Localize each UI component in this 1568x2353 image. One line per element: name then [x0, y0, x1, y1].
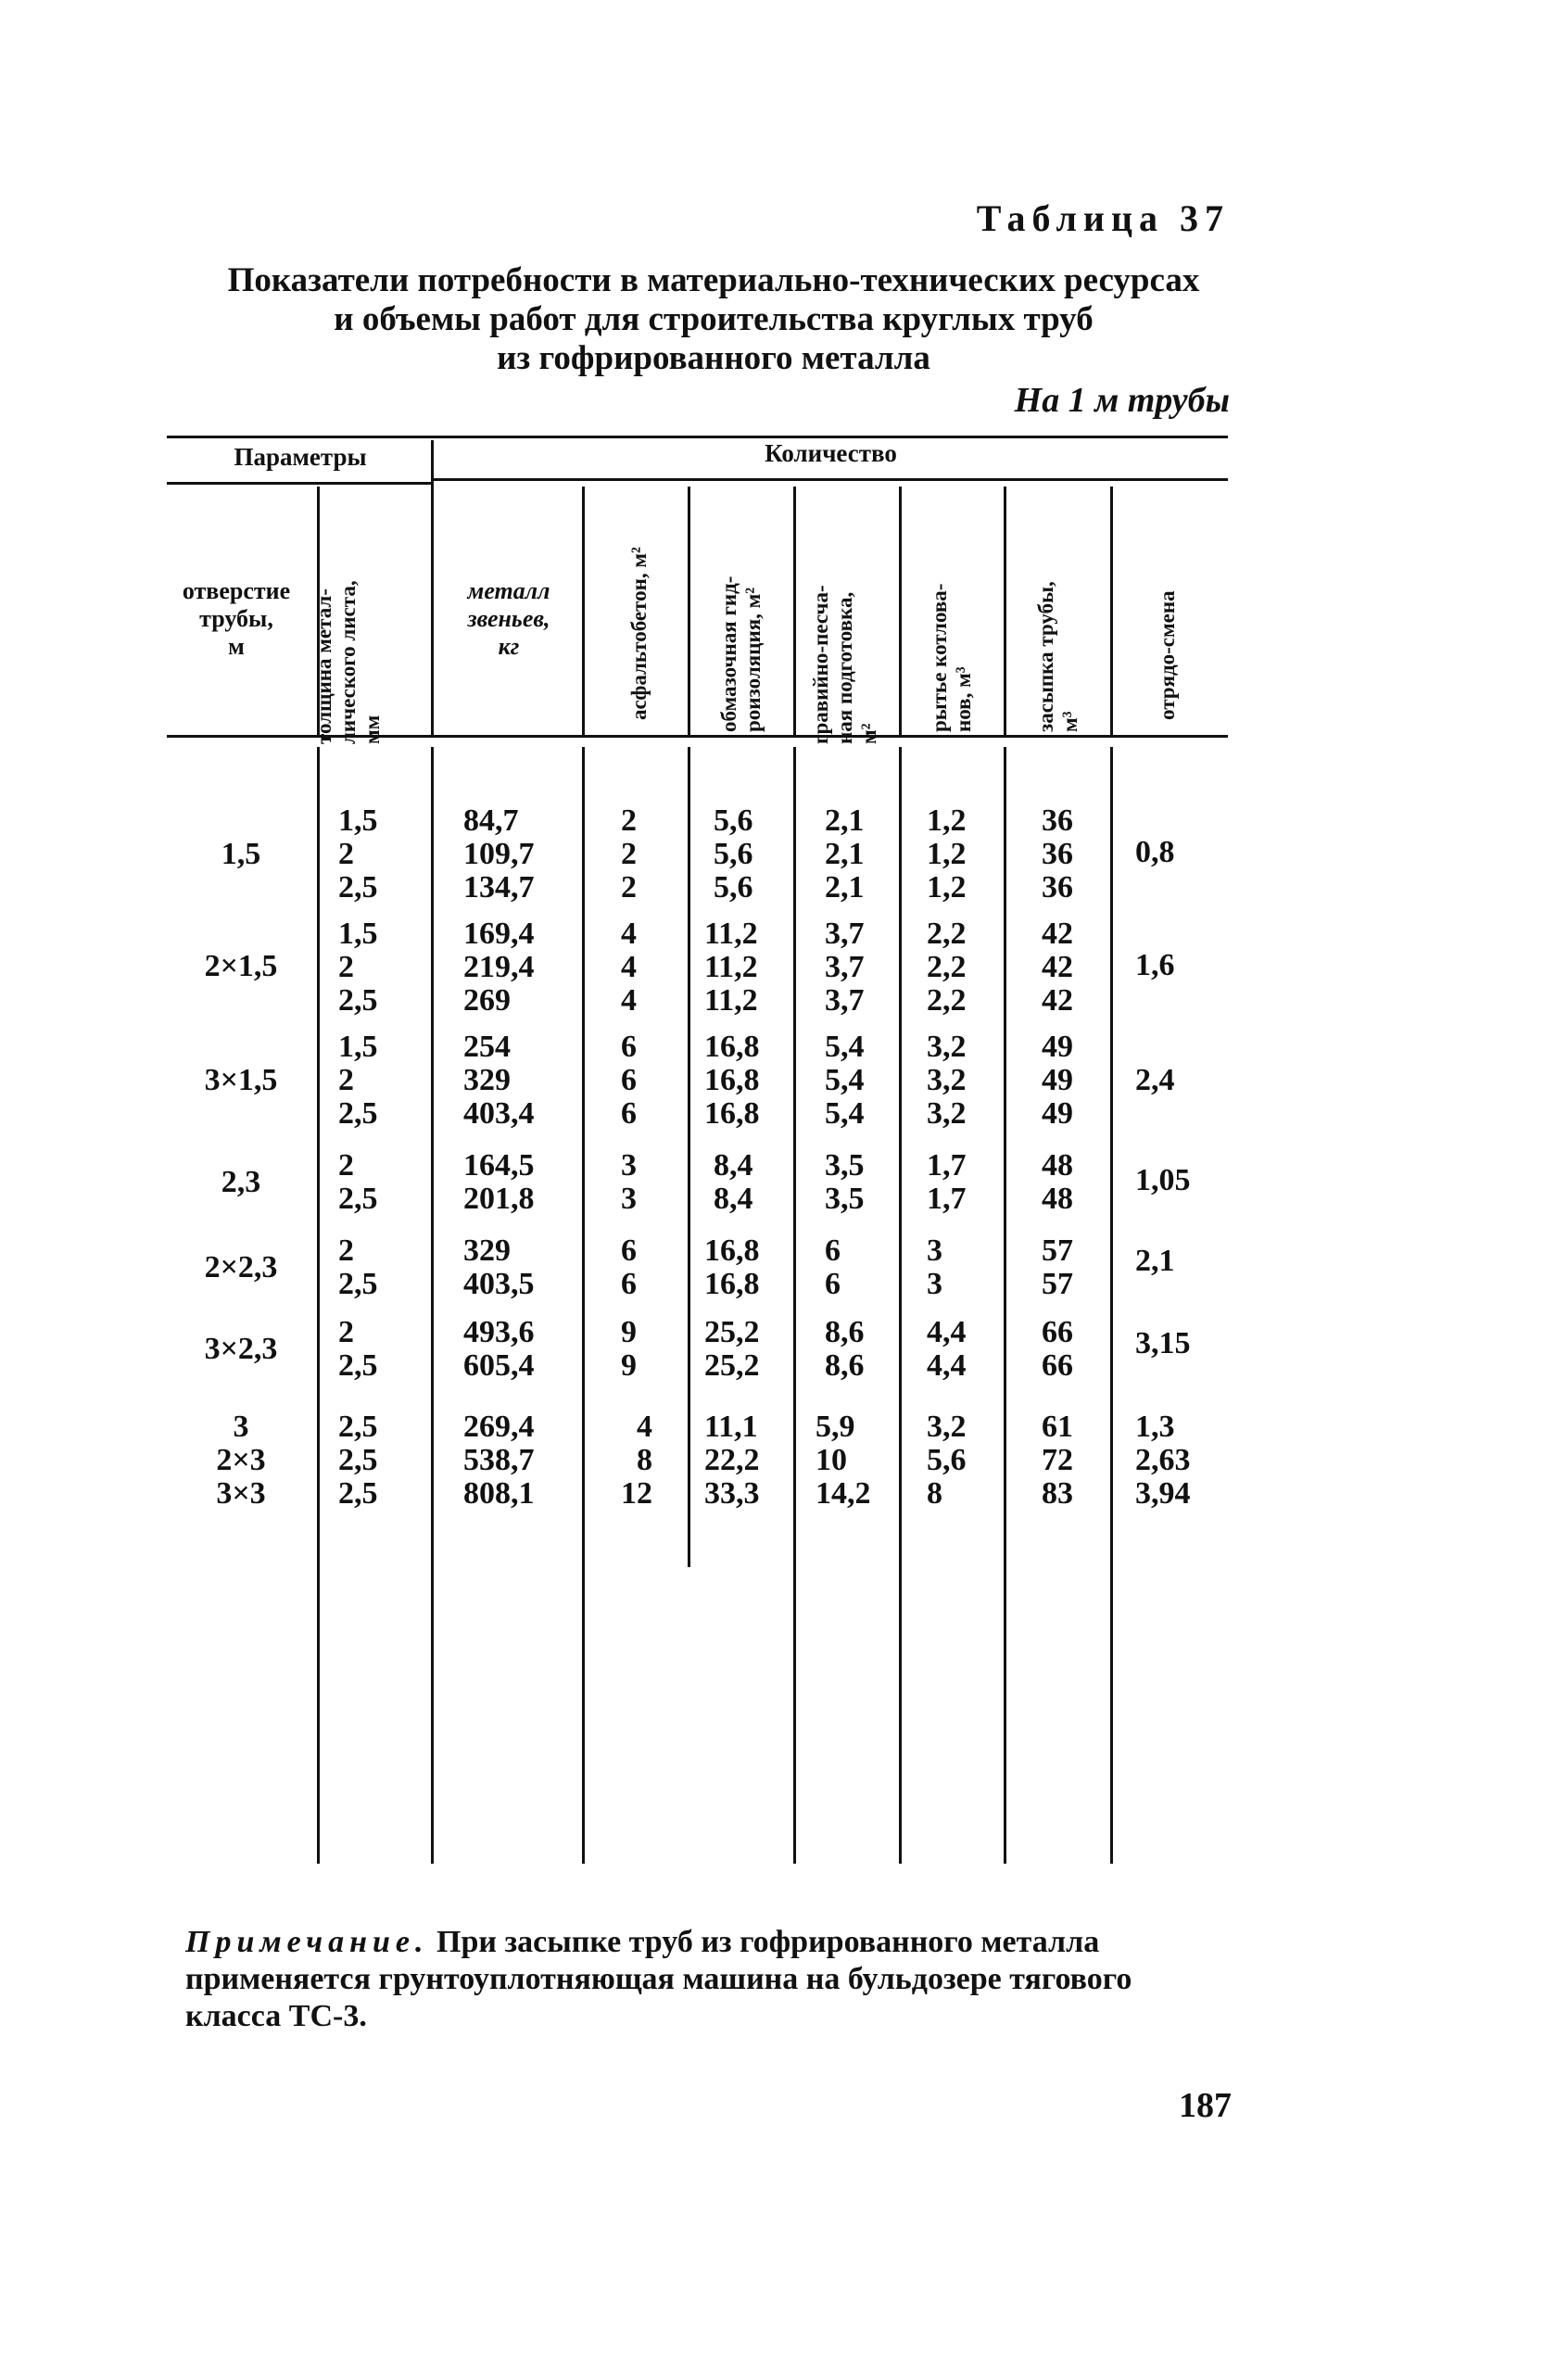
header-opening: отверстие трубы, м — [182, 577, 291, 660]
table-row: 4,4 4,4 — [927, 1315, 967, 1383]
table-row: 5,9 10 14,2 — [816, 1410, 871, 1511]
table-row: 42 42 42 — [1042, 917, 1073, 1018]
table-row: 4 8 12 — [621, 1410, 652, 1511]
table-row: 1,2 1,2 1,2 — [927, 803, 967, 905]
title-line-1: Показатели потребности в материально-технических ресурсах — [227, 261, 1200, 299]
table-row: 3×1,5 — [204, 1063, 278, 1097]
table-row: 84,7 109,7 134,7 — [463, 803, 535, 905]
table-row: 48 48 — [1042, 1148, 1073, 1216]
header-waterproof: обмазочная гид- роизоляция, м² — [717, 576, 765, 732]
table-title — [167, 261, 1260, 378]
table-row: 2 2,5 — [338, 1148, 378, 1216]
note-text: При засыпке труб из гофрированного металла применяется грунтоуплотняющая машина на бульдозере тягового класса ТС-3. — [185, 1925, 1132, 2033]
table-row: 25,2 25,2 — [704, 1315, 760, 1383]
col-sep-3-body — [582, 747, 585, 1864]
table-row: 169,4 219,4 269 — [463, 917, 535, 1018]
table-note — [185, 1924, 1233, 2035]
table-row: 329 403,5 — [463, 1233, 535, 1301]
table-row: 57 57 — [1042, 1233, 1073, 1301]
table-row: 3×2,3 — [204, 1332, 278, 1366]
table-row: 3 3 — [927, 1233, 942, 1301]
table-row: 2,4 — [1135, 1063, 1175, 1097]
header-metal: металл звеньев, кг — [467, 577, 550, 660]
table-row: 164,5 201,8 — [463, 1148, 535, 1216]
col-sep-5-body — [793, 747, 796, 1864]
table-row: 1,5 — [221, 837, 261, 871]
col-sep-4 — [688, 487, 690, 735]
unit-caption: На 1 м трубы — [1014, 381, 1230, 420]
table-row: 2,1 — [1135, 1244, 1175, 1278]
table-row: 2,5 2,5 2,5 — [338, 1410, 378, 1511]
table-top-rule — [167, 436, 1228, 438]
table-row: 36 36 36 — [1042, 803, 1073, 905]
table-row: 5,6 5,6 5,6 — [714, 803, 753, 905]
table-row: 5,4 5,4 5,4 — [825, 1030, 865, 1131]
table-row: 3 3 — [621, 1148, 637, 1216]
table-row: 269,4 538,7 808,1 — [463, 1410, 535, 1511]
col-sep-8-body — [1110, 747, 1113, 1864]
table-row: 3,2 3,2 3,2 — [927, 1030, 967, 1131]
table-row: 2,3 — [221, 1165, 261, 1199]
table-row: 2×1,5 — [204, 949, 278, 983]
table-row: 2 2,5 — [338, 1233, 378, 1301]
table-row: 16,8 16,8 16,8 — [704, 1030, 760, 1131]
table-row: 2,1 2,1 2,1 — [825, 803, 865, 905]
table-number: Таблица 37 — [976, 197, 1230, 239]
table-row: 1,5 2 2,5 — [338, 917, 378, 1018]
col-sep-7 — [1004, 487, 1006, 735]
table-row: 8,4 8,4 — [714, 1148, 753, 1216]
table-row: 2×2,3 — [204, 1250, 278, 1284]
col-sep-6 — [899, 487, 902, 735]
header-params: Параметры — [234, 443, 367, 471]
col-sep-2 — [431, 440, 434, 735]
table-row: 8,6 8,6 — [825, 1315, 865, 1383]
header-shift: отрядо-смена — [1156, 590, 1179, 720]
table-row: 1,05 — [1135, 1163, 1191, 1197]
table-row: 1,3 2,63 3,94 — [1135, 1410, 1191, 1511]
quantity-header-rule — [434, 478, 1228, 481]
table-row: 0,8 — [1135, 835, 1175, 869]
col-sep-7-body — [1004, 747, 1006, 1864]
table-row: 3,15 — [1135, 1326, 1191, 1360]
col-sep-5 — [793, 487, 796, 735]
table-row: 16,8 16,8 — [704, 1233, 760, 1301]
table-row: 4 4 4 — [621, 917, 637, 1018]
header-pits: рытье котлова- нов, м³ — [928, 583, 975, 732]
title-line-2: и объемы работ для строительства круглых труб — [334, 300, 1094, 338]
table-row: 66 66 — [1042, 1315, 1073, 1383]
table-row: 9 9 — [621, 1315, 637, 1383]
table-row: 11,1 22,2 33,3 — [704, 1410, 760, 1511]
table-row: 3 2×3 3×3 — [216, 1410, 266, 1511]
header-thickness: толщина метал- лического листа, мм — [312, 580, 384, 744]
header-asphalt: асфальтобетон, м² — [627, 547, 651, 720]
table-row: 1,7 1,7 — [927, 1148, 967, 1216]
col-sep-8 — [1110, 487, 1113, 735]
table-row: 3,2 5,6 8 — [927, 1410, 967, 1511]
params-header-rule — [167, 482, 434, 485]
col-sep-1-body — [317, 747, 320, 1864]
title-line-3: из гофрированного металла — [497, 339, 930, 377]
col-sep-6-body — [899, 747, 902, 1864]
table-row: 49 49 49 — [1042, 1030, 1073, 1131]
table-row: 2,2 2,2 2,2 — [927, 917, 967, 1018]
table-row: 6 6 6 — [621, 1030, 637, 1131]
col-sep-2-body — [431, 747, 434, 1864]
col-sep-4-body — [688, 747, 690, 1567]
table-row: 1,5 2 2,5 — [338, 1030, 378, 1131]
page-number: 187 — [1179, 2086, 1232, 2125]
table-row: 1,5 2 2,5 — [338, 803, 378, 905]
table-row: 3,5 3,5 — [825, 1148, 865, 1216]
table-row: 2 2,5 — [338, 1315, 378, 1383]
header-backfill: засыпка трубы, м³ — [1034, 581, 1081, 732]
table-row: 3,7 3,7 3,7 — [825, 917, 865, 1018]
col-sep-3 — [582, 487, 585, 735]
table-row: 61 72 83 — [1042, 1410, 1073, 1511]
table-row: 2 2 2 — [621, 803, 637, 905]
table-row: 11,2 11,2 11,2 — [704, 917, 758, 1018]
header-gravel: гравийно-песча- ная подготовка, м² — [809, 585, 880, 744]
table-row: 493,6 605,4 — [463, 1315, 535, 1383]
table-row: 6 6 — [621, 1233, 637, 1301]
table-row: 1,6 — [1135, 948, 1175, 982]
table-row: 6 6 — [825, 1233, 841, 1301]
header-quantity: Количество — [765, 439, 897, 467]
note-lead: Примечание. — [185, 1925, 429, 1959]
table-row: 254 329 403,4 — [463, 1030, 535, 1131]
